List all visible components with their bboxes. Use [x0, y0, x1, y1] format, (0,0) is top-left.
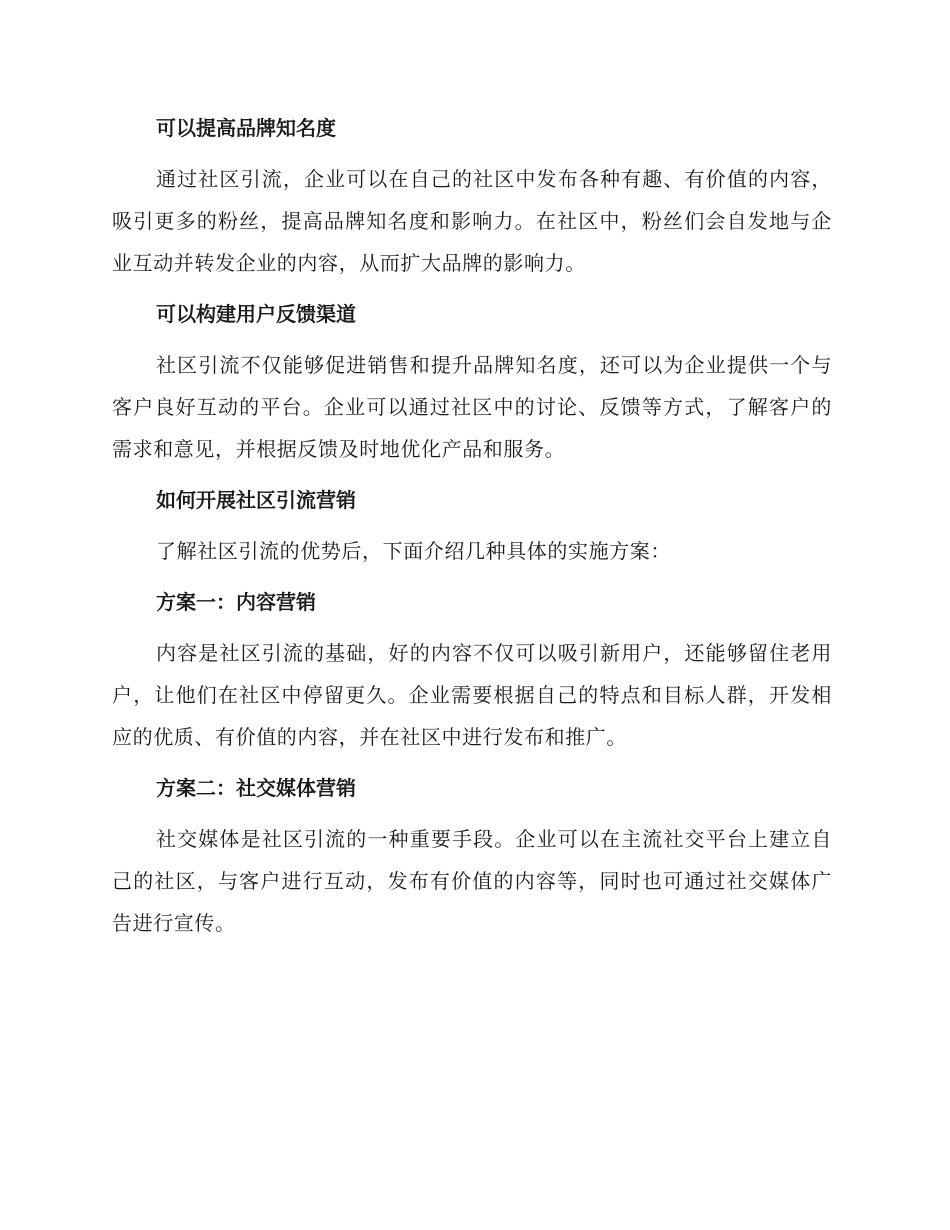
- section-heading-plan-one: 方案一：内容营销: [156, 590, 316, 614]
- section-paragraph-brand-awareness: 通过社区引流，企业可以在自己的社区中发布各种有趣、有价值的内容，吸引更多的粉丝，提高品牌知名度和影响力。在社区中，粉丝们会自发地与企业互动并转发企业的内容，从而扩大品牌的影响力。: [112, 167, 832, 275]
- section-heading-feedback-channel: 可以构建用户反馈渠道: [156, 302, 356, 326]
- section-paragraph-feedback-channel: 社区引流不仅能够促进销售和提升品牌知名度，还可以为企业提供一个与客户良好互动的平台。企业可以通过社区中的讨论、反馈等方式，了解客户的需求和意见，并根据反馈及时地优化产品和服务。: [112, 353, 832, 461]
- section-heading-brand-awareness: 可以提高品牌知名度: [156, 116, 336, 140]
- section-paragraph-plan-two: 社交媒体是社区引流的一种重要手段。企业可以在主流社交平台上建立自己的社区，与客户进行互动，发布有价值的内容等，同时也可通过社交媒体广告进行宣传。: [112, 827, 832, 935]
- section-paragraph-plan-one: 内容是社区引流的基础，好的内容不仅可以吸引新用户，还能够留住老用户，让他们在社区中停留更久。企业需要根据自己的特点和目标人群，开发相应的优质、有价值的内容，并在社区中进行发布和推广。: [112, 641, 832, 749]
- section-heading-how-to: 如何开展社区引流营销: [156, 488, 356, 512]
- document-page: [112, 110, 832, 944]
- section-paragraph-how-to: 了解社区引流的优势后，下面介绍几种具体的实施方案：: [156, 539, 671, 563]
- section-heading-plan-two: 方案二：社交媒体营销: [156, 776, 356, 800]
